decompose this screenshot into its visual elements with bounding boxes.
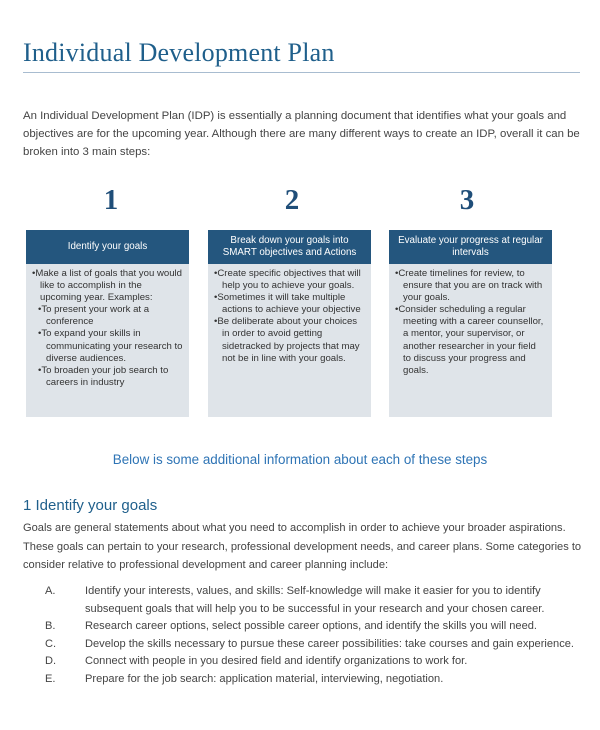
step-2-heading: Break down your goals into SMART objectives and Actions [208, 230, 371, 264]
step-1-number: 1 [103, 184, 119, 216]
step-3-bullet: •Create timelines for review, to ensure that you are on track with your goals. [395, 268, 543, 304]
list-item-letter: B. [45, 620, 56, 633]
list-item-letter: C. [45, 637, 57, 650]
section-1-heading: 1 Identify your goals [23, 497, 158, 514]
intro-paragraph: An Individual Development Plan (IDP) is essentially a planning document that identifies what your goals and objectives are for the upcoming year. Although there are many different ways to create an IDP, overall it can be broken into 3 main steps: [23, 110, 580, 158]
step-1-bullet: •Make a list of goals that you would like to accomplish in the upcoming year. Examples: [32, 268, 183, 304]
step-1-sub-bullet: •To expand your skills in communicating your research to diverse audiences. [38, 328, 183, 364]
step-3-body [389, 264, 552, 377]
list-item [45, 618, 585, 636]
list-item-letter: A. [45, 585, 56, 597]
list-item-text: Develop the skills necessary to pursue these career possibilities: take courses and gain experience. [85, 637, 575, 650]
step-3-bullet: •Consider scheduling a regular meeting with a career counsellor, a mentor, your supervisor, or another researcher in your field to discuss your progress and goals. [395, 304, 544, 376]
step-2-bullet: •Sometimes it will take multiple actions to achieve your objective [214, 292, 361, 316]
page-title: Individual Development Plan [23, 38, 335, 67]
step-2-bullet: •Be deliberate about your choices in order to avoid getting sidetracked by projects that may not be in line with your goals. [214, 316, 360, 364]
list-item [45, 583, 585, 618]
list-item [45, 636, 585, 654]
step-3-number: 3 [459, 184, 475, 216]
step-1-box [26, 230, 189, 417]
step-2-box [208, 230, 371, 417]
list-item-text: Connect with people in you desired field and identify organizations to work for. [85, 655, 468, 668]
list-item [45, 671, 585, 689]
list-item-text: Prepare for the job search: application material, interviewing, negotiation. [85, 672, 444, 685]
list-item-text: Identify your interests, values, and skills: Self-knowledge will make it easier for you to identify subsequent goals that will help you to be successful in your research and your chosen career. [85, 585, 545, 615]
list-item-letter: D. [45, 655, 57, 668]
step-1-heading: Identify your goals [26, 230, 189, 264]
title-divider [23, 72, 580, 73]
step-1-body [26, 264, 189, 389]
list-item-text: Research career options, select possible career options, and identify the skills you will need. [85, 620, 537, 633]
step-1-sub-bullet: •To broaden your job search to careers in industry [38, 364, 169, 388]
step-2-bullet: •Create specific objectives that will help you to achieve your goals. [214, 268, 361, 292]
category-list [45, 583, 585, 689]
additional-info-subheading: Below is some additional information about each of these steps [112, 452, 488, 467]
list-item-letter: E. [45, 672, 56, 685]
step-1-sub-bullet: •To present your work at a conference [38, 304, 150, 328]
step-3-heading: Evaluate your progress at regular intervals [389, 230, 552, 264]
section-1-paragraph: Goals are general statements about what you need to accomplish in order to achieve your broader aspirations. These goals can pertain to your research, professional development needs, and career plans. Some categories to consider relative to professional development and career planning include: [23, 522, 582, 571]
list-item [45, 653, 585, 671]
step-3-box [389, 230, 552, 417]
step-2-number: 2 [284, 184, 300, 216]
step-2-body [208, 264, 371, 365]
